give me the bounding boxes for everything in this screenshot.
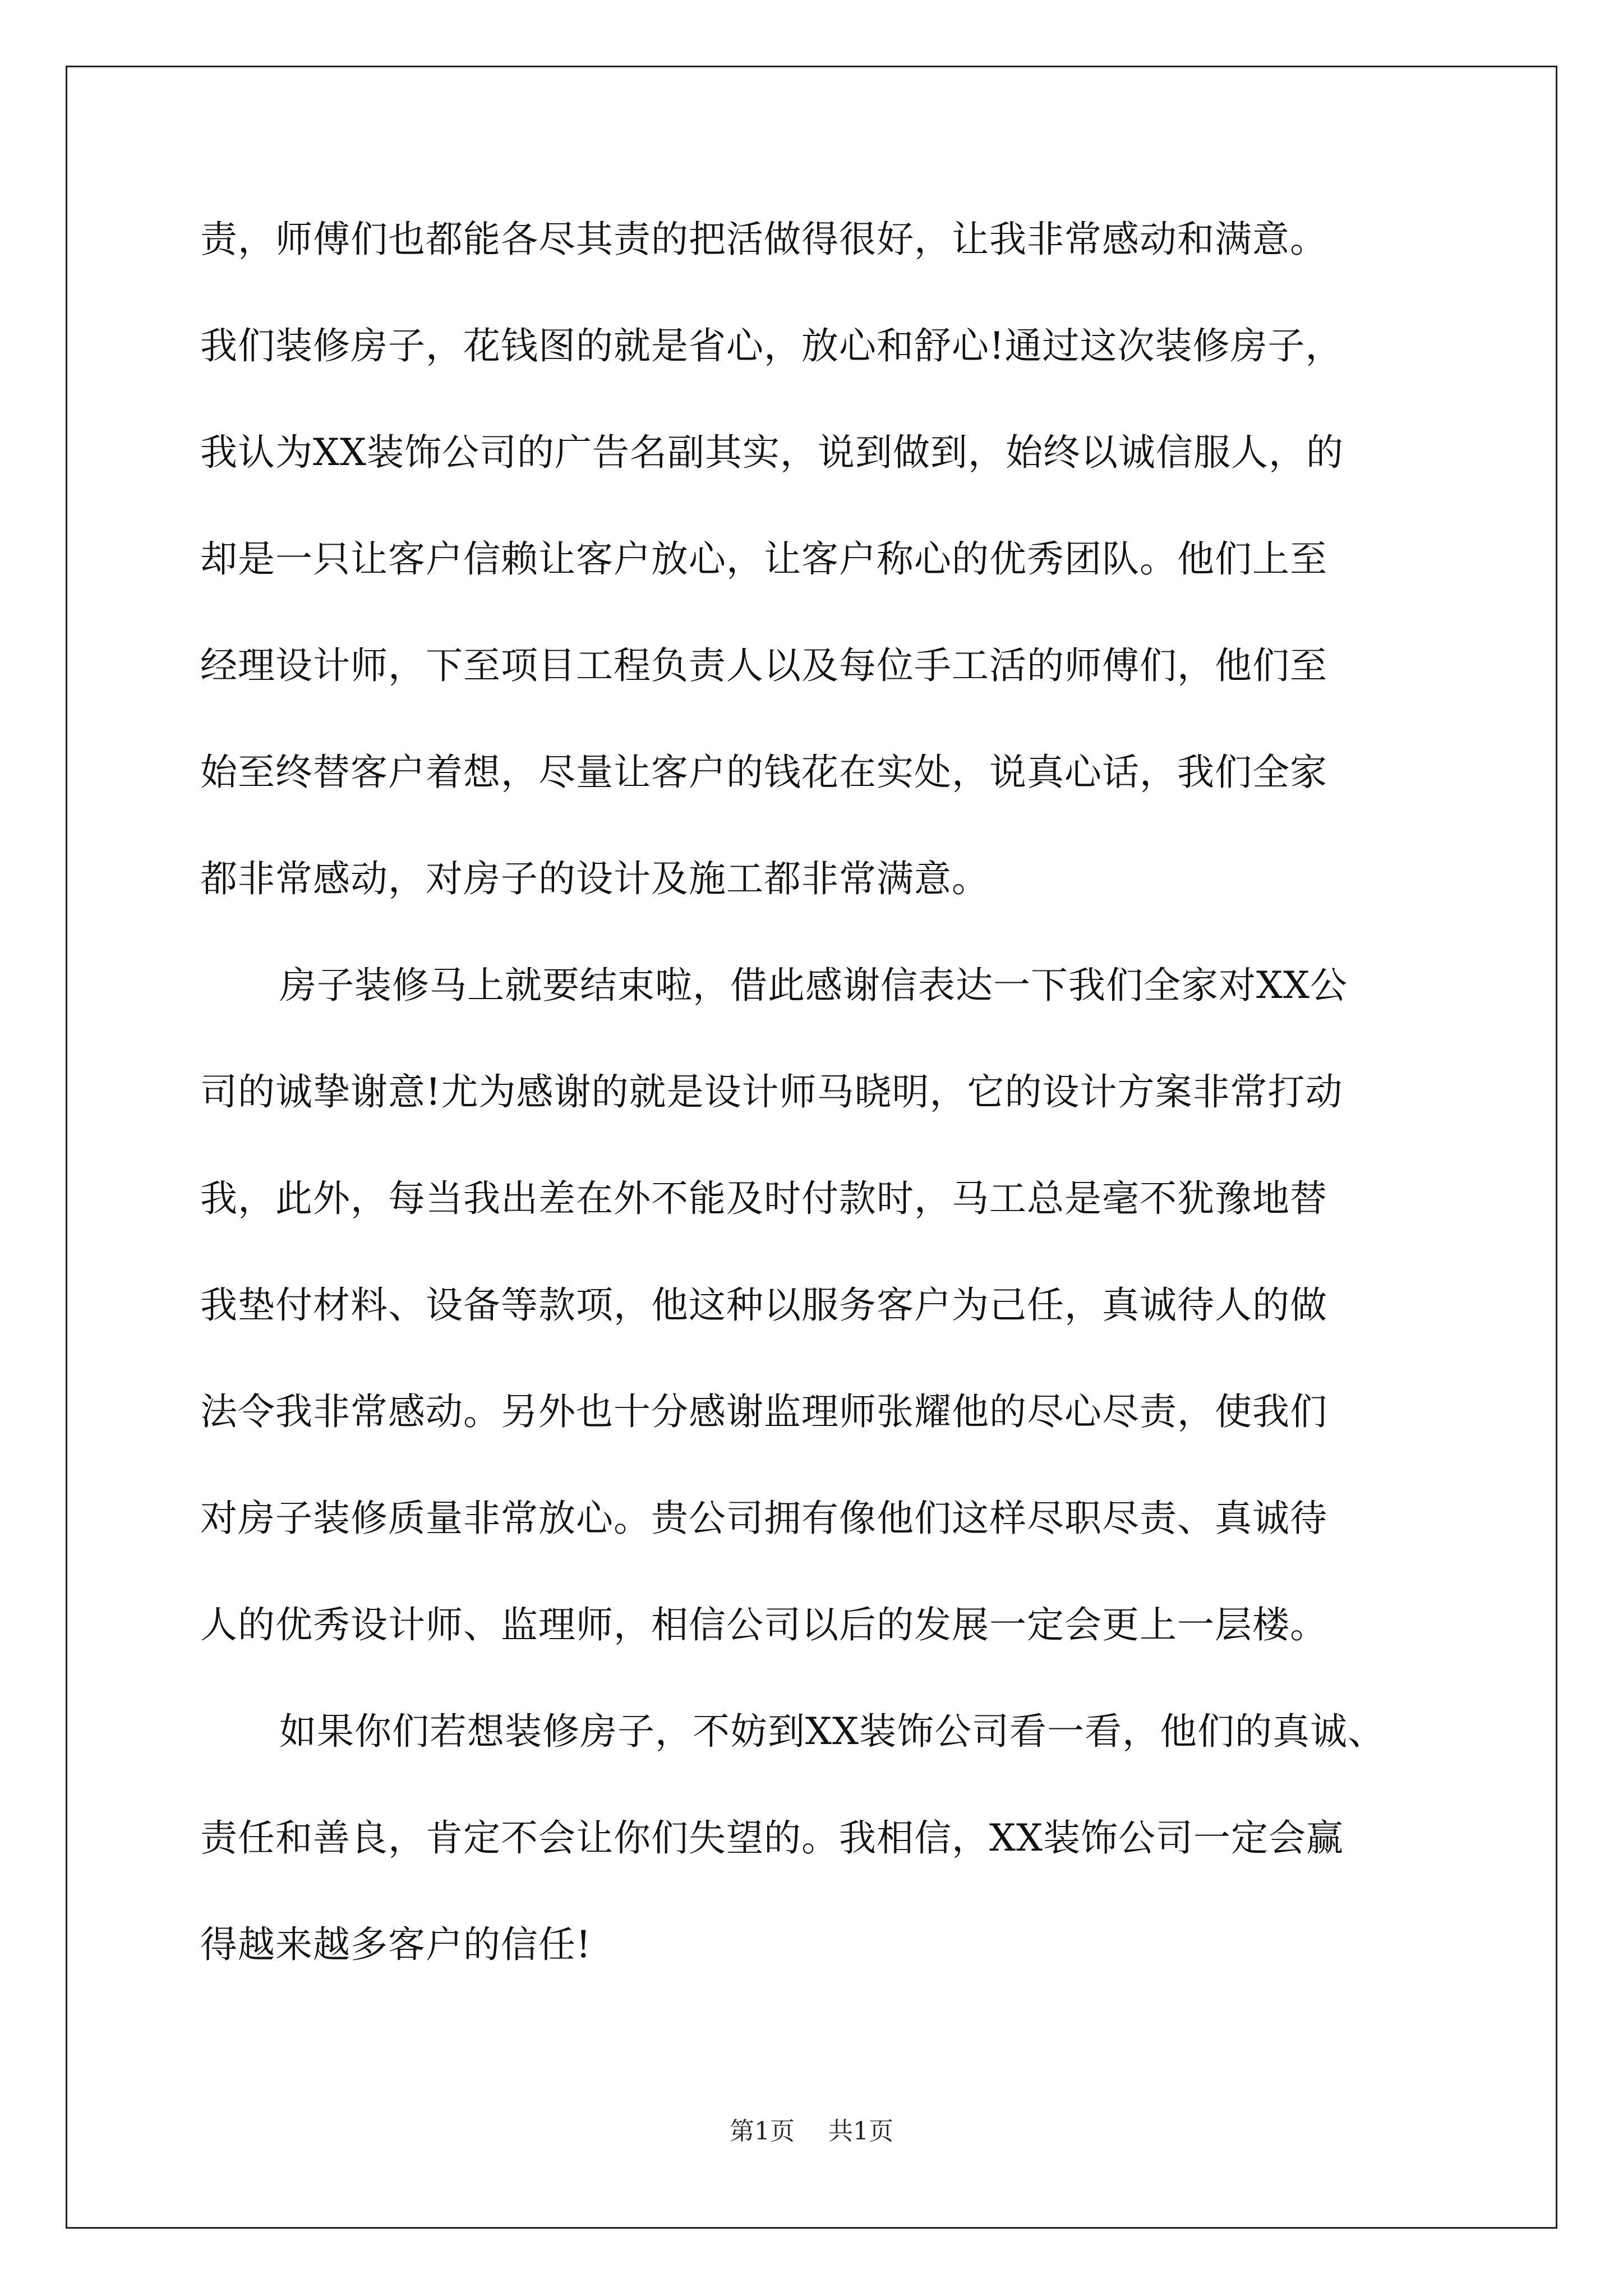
page-number: 第1页	[730, 2117, 795, 2146]
text-line-11: 我垫付材料、设备等款项，他这种以服务客户为己任，真诚待人的做	[200, 1283, 1327, 1327]
text-line-16: 责任和善良，肯定不会让你们失望的。我相信，XX装饰公司一定会赢	[200, 1816, 1344, 1860]
text-line-17: 得越来越多客户的信任!	[200, 1923, 592, 1966]
page-border	[66, 66, 1557, 2229]
text-line-2: 我们装修房子，花钱图的就是省心，放心和舒心!通过这次装修房子，	[200, 324, 1343, 367]
text-line-15: 如果你们若想装修房子，不妨到XX装饰公司看一看，他们的真诚、	[279, 1710, 1385, 1753]
text-line-3: 我认为XX装饰公司的广告名副其实，说到做到，始终以诚信服人，的	[200, 431, 1344, 474]
text-line-7: 都非常感动，对房子的设计及施工都非常满意。	[200, 857, 989, 900]
page-total: 共1页	[828, 2117, 893, 2146]
text-line-9: 司的诚挚谢意!尤为感谢的就是设计师马晓明，它的设计方案非常打动	[200, 1070, 1343, 1114]
page-footer	[0, 2115, 1623, 2148]
text-line-13: 对房子装修质量非常放心。贵公司拥有像他们这样尽职尽责、真诚待	[200, 1497, 1327, 1540]
text-line-10: 我，此外，每当我出差在外不能及时付款时，马工总是毫不犹豫地替	[200, 1177, 1327, 1220]
text-line-1: 责，师傅们也都能各尽其责的把活做得很好，让我非常感动和满意。	[200, 218, 1327, 261]
text-line-12: 法令我非常感动。另外也十分感谢监理师张耀他的尽心尽责，使我们	[200, 1390, 1327, 1433]
text-line-14: 人的优秀设计师、监理师，相信公司以后的发展一定会更上一层楼。	[200, 1603, 1327, 1646]
text-line-8: 房子装修马上就要结束啦，借此感谢信表达一下我们全家对XX公	[279, 964, 1348, 1007]
text-line-5: 经理设计师，下至项目工程负责人以及每位手工活的师傅们，他们至	[200, 644, 1327, 687]
text-line-4: 却是一只让客户信赖让客户放心，让客户称心的优秀团队。他们上至	[200, 537, 1327, 581]
text-line-6: 始至终替客户着想，尽量让客户的钱花在实处，说真心话，我们全家	[200, 751, 1327, 794]
